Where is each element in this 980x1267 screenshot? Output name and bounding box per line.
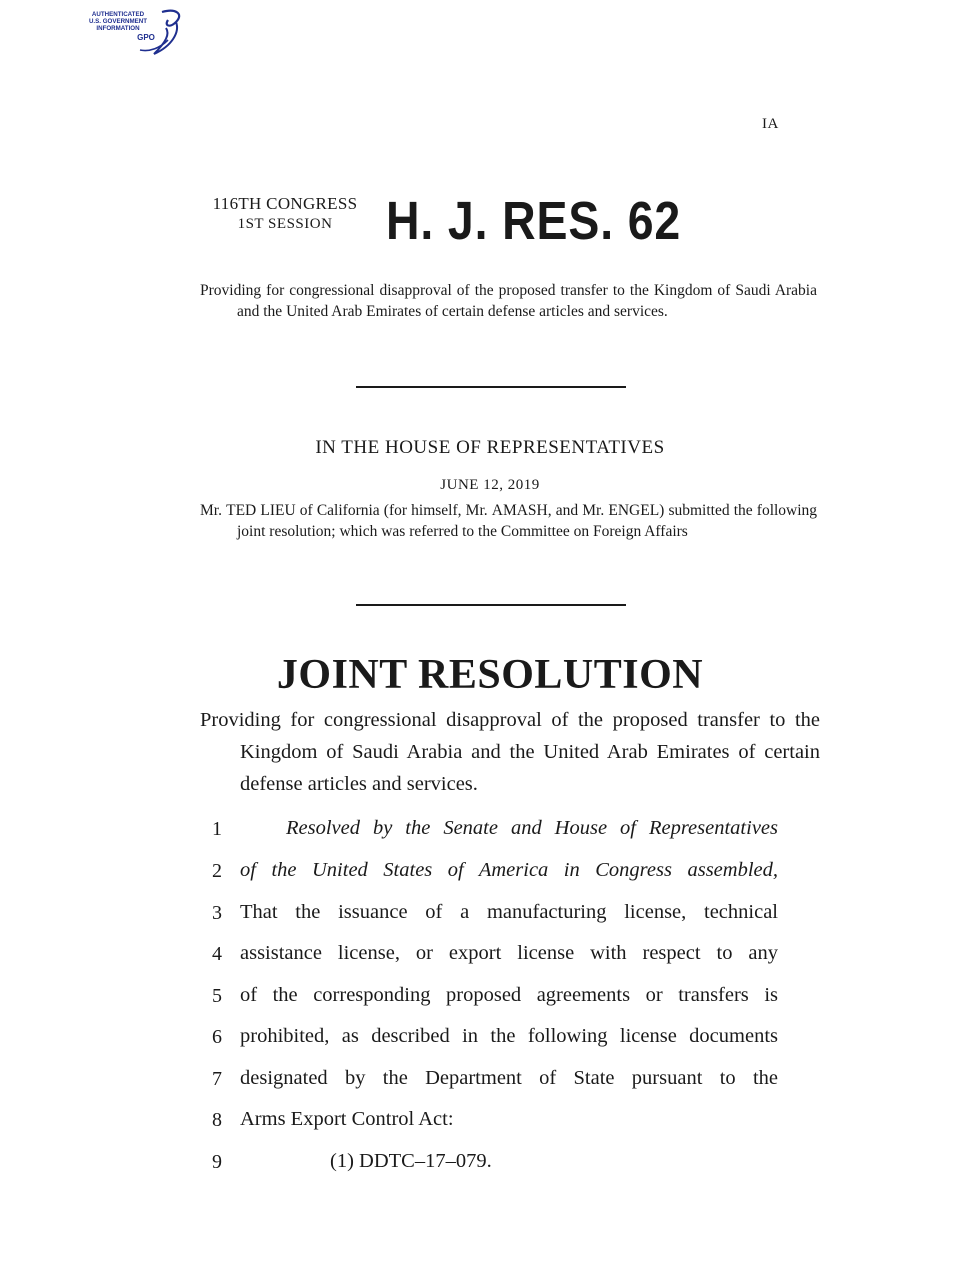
- introduction-date: JUNE 12, 2019: [440, 477, 540, 493]
- line-number: 8: [212, 1109, 222, 1131]
- seal-line-3: INFORMATION: [96, 25, 140, 32]
- body-line: Resolved by the Senate and House of Representatives: [286, 817, 778, 839]
- body-line: Arms Export Control Act:: [240, 1108, 454, 1130]
- line-number: 5: [212, 985, 222, 1007]
- sponsor-rest: ) submitted the following joint resolution; which was referred to the Committee on Foreign Affairs: [237, 502, 818, 540]
- session-label: 1ST SESSION: [237, 216, 333, 232]
- page-marker: IA: [762, 116, 779, 132]
- sponsor-statement: [200, 500, 817, 542]
- line-number: 4: [212, 943, 222, 965]
- body-line: designated by the Department of State pursuant to the: [240, 1067, 778, 1089]
- congress-label: 116TH CONGRESS: [212, 194, 358, 213]
- body-line: of the corresponding proposed agreements or transfers is: [240, 984, 778, 1006]
- chamber-heading: IN THE HOUSE OF REPRESENTATIVES: [315, 437, 665, 458]
- sponsor-between: , and Mr.: [547, 502, 605, 519]
- sponsor-prefix: Mr.: [200, 502, 222, 519]
- cosponsor-name: ENGEL: [608, 502, 660, 519]
- line-number: 6: [212, 1026, 222, 1048]
- sponsor-name: TED LIEU: [226, 502, 296, 519]
- line-number: 7: [212, 1068, 222, 1090]
- seal-line-1: AUTHENTICATED: [91, 11, 145, 18]
- short-title: Providing for congressional disapproval of the proposed transfer to the Kingdom of Saudi Arabia and the United Arab Emirates of certain defense articles and services.: [200, 282, 817, 320]
- seal-line-2: U.S. GOVERNMENT: [88, 18, 148, 25]
- long-title: Providing for congressional disapproval of the proposed transfer to the Kingdom of Saudi Arabia and the United Arab Emirates of certain defense articles and services.: [200, 709, 820, 795]
- cosponsor-name: AMASH: [491, 502, 548, 519]
- body-line: (1) DDTC–17–079.: [330, 1150, 492, 1172]
- body-line: of the United States of America in Congress assembled,: [240, 859, 778, 881]
- line-number: 9: [212, 1151, 222, 1173]
- line-number: 2: [212, 860, 222, 882]
- body-line: prohibited, as described in the following license documents: [240, 1025, 778, 1047]
- body-line: assistance license, or export license with respect to any: [240, 942, 778, 964]
- line-number: 3: [212, 902, 222, 924]
- bill-number: H. J. RES. 62: [386, 191, 682, 251]
- document-type-heading: JOINT RESOLUTION: [276, 652, 704, 698]
- divider-rule: [356, 604, 626, 606]
- congress-session-block: [200, 194, 370, 234]
- seal-line-4: GPO: [137, 33, 155, 42]
- sponsor-after-name: of California (for himself, Mr.: [295, 502, 488, 519]
- gpo-authentication-seal: [80, 6, 190, 62]
- divider-rule: [356, 386, 626, 388]
- body-line: That the issuance of a manufacturing license, technical: [240, 901, 778, 923]
- line-number: 1: [212, 818, 222, 840]
